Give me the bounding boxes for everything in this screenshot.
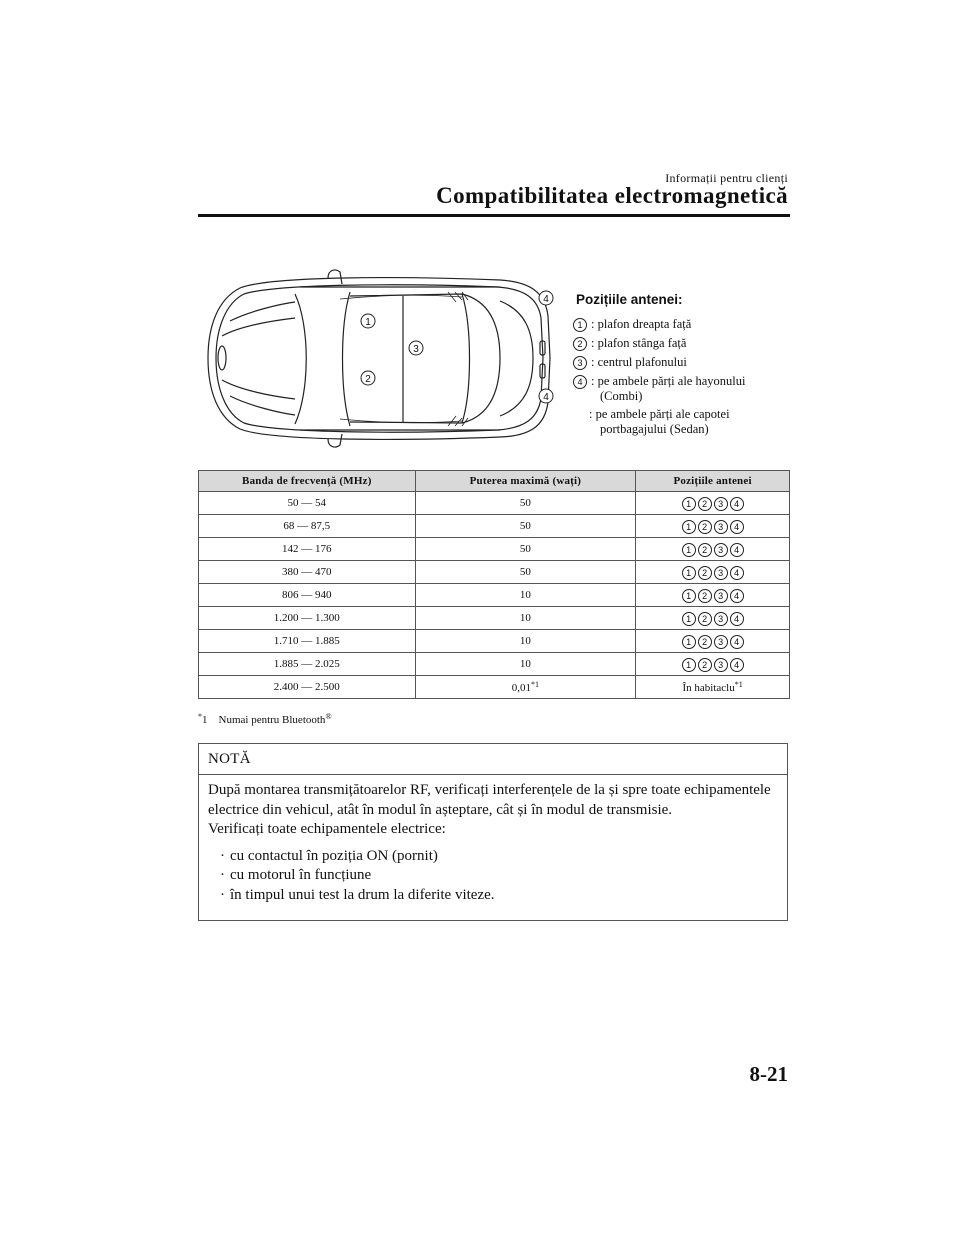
legend-item-4	[573, 374, 788, 389]
antenna-legend	[573, 292, 788, 437]
table-row	[199, 676, 790, 699]
header-divider	[198, 214, 790, 217]
page-title: Compatibilitatea electromagnetică	[436, 183, 788, 208]
table-row	[199, 492, 790, 515]
antenna-positions-cell	[636, 561, 790, 584]
position-text: În habitaclu	[682, 682, 735, 694]
frequency-band-cell: 380 ― 470	[199, 561, 416, 584]
antenna-positions-cell	[636, 607, 790, 630]
max-power-cell	[415, 676, 636, 699]
position-number: 1	[682, 612, 696, 626]
note-bullet	[220, 847, 778, 867]
note-paragraph: După montarea transmițătoarelor RF, verificați interferențele de la și spre toate echipamentele electrice din vehicul, atât în modul în așteptare, cât și în modul de transmisie.	[208, 782, 771, 818]
callout-3	[409, 341, 423, 355]
position-number: 3	[573, 356, 587, 370]
registered-mark: ®	[325, 712, 332, 721]
position-number: 4	[730, 658, 744, 672]
position-number: 1	[573, 318, 587, 332]
antenna-positions-cell	[636, 653, 790, 676]
bullet-dot: ·	[220, 886, 225, 903]
position-number: 2	[698, 543, 712, 557]
frequency-band-cell: 142 ― 176	[199, 538, 416, 561]
table-row	[199, 584, 790, 607]
frequency-band-cell: 806 ― 940	[199, 584, 416, 607]
bullet-text: cu contactul în poziția ON (pornit)	[230, 847, 438, 864]
table-row	[199, 607, 790, 630]
position-number: 4	[730, 612, 744, 626]
callout-1	[361, 314, 375, 328]
bullet-dot: ·	[220, 867, 225, 883]
note-heading: NOTĂ	[199, 744, 787, 775]
position-number: 4	[730, 543, 744, 557]
position-number: 1	[682, 497, 696, 511]
footnote-number: 1	[202, 714, 208, 726]
position-number: 4	[730, 520, 744, 534]
note-lead: Verificați toate echipamentele electrice:	[208, 821, 446, 837]
position-number: 3	[714, 543, 728, 557]
position-number: 1	[682, 635, 696, 649]
antenna-positions-cell	[636, 492, 790, 515]
legend-title: Pozițiile antenei:	[576, 292, 683, 307]
position-number: 3	[714, 658, 728, 672]
car-top-view-figure	[200, 266, 560, 451]
frequency-table	[198, 470, 790, 699]
svg-text:3: 3	[413, 344, 419, 355]
legend-extra-continued: portbagajului (Sedan)	[600, 422, 709, 436]
footnote-text: Numai pentru Bluetooth	[218, 714, 326, 726]
position-number: 2	[698, 612, 712, 626]
section-label: Informații pentru clienți	[665, 171, 788, 185]
frequency-band-cell: 2.400 ― 2.500	[199, 676, 416, 699]
position-number: 2	[698, 635, 712, 649]
legend-item-1	[573, 317, 788, 332]
note-bullet	[220, 866, 778, 886]
table-row	[199, 561, 790, 584]
callout-4-top	[539, 291, 553, 305]
note-box	[198, 743, 788, 921]
callout-2	[361, 371, 375, 385]
svg-text:4: 4	[543, 294, 549, 305]
position-number: 1	[682, 589, 696, 603]
legend-item-3	[573, 355, 788, 370]
frequency-band-cell: 68 ― 87,5	[199, 515, 416, 538]
svg-text:1: 1	[365, 317, 371, 328]
note-bullet	[220, 886, 778, 906]
footnote-ref: *1	[734, 680, 743, 689]
svg-text:2: 2	[365, 374, 371, 385]
position-number: 3	[714, 566, 728, 580]
legend-text: : pe ambele părți ale hayonului	[591, 374, 746, 388]
position-number: 1	[682, 543, 696, 557]
position-number: 3	[714, 589, 728, 603]
max-power-cell: 10	[415, 630, 636, 653]
legend-extra	[589, 407, 788, 437]
antenna-positions-cell	[636, 584, 790, 607]
max-power-cell: 50	[415, 515, 636, 538]
frequency-band-cell: 50 ― 54	[199, 492, 416, 515]
position-number: 4	[730, 589, 744, 603]
position-number: 2	[698, 520, 712, 534]
position-number: 4	[730, 497, 744, 511]
max-power-cell: 10	[415, 653, 636, 676]
antenna-positions-cell	[636, 630, 790, 653]
legend-extra-text: : pe ambele părți ale capotei	[589, 407, 730, 421]
max-power-cell: 50	[415, 492, 636, 515]
frequency-band-cell: 1.710 ― 1.885	[199, 630, 416, 653]
position-number: 3	[714, 520, 728, 534]
footnote-ref: *1	[531, 680, 540, 689]
position-number: 4	[573, 375, 587, 389]
table-row	[199, 630, 790, 653]
position-number: 2	[698, 658, 712, 672]
max-power-cell: 10	[415, 607, 636, 630]
max-power-cell: 50	[415, 538, 636, 561]
page-number: 8-21	[749, 1062, 788, 1086]
position-number: 1	[682, 566, 696, 580]
table-row	[199, 538, 790, 561]
svg-text:4: 4	[543, 392, 549, 403]
table-row	[199, 515, 790, 538]
position-number: 1	[682, 658, 696, 672]
position-number: 3	[714, 635, 728, 649]
table-row	[199, 653, 790, 676]
legend-text: : centrul plafonului	[591, 355, 687, 369]
position-number: 3	[714, 497, 728, 511]
position-number: 2	[698, 589, 712, 603]
footnote	[198, 712, 332, 726]
frequency-band-cell: 1.885 ― 2.025	[199, 653, 416, 676]
note-body	[199, 775, 787, 905]
max-power-cell: 10	[415, 584, 636, 607]
header-frequency-band: Banda de frecvență (MHz)	[199, 471, 416, 492]
power-value: 0,01	[511, 682, 532, 694]
position-number: 1	[682, 520, 696, 534]
position-number: 2	[573, 337, 587, 351]
position-number: 4	[730, 566, 744, 580]
position-number: 2	[698, 566, 712, 580]
position-number: 4	[730, 635, 744, 649]
legend-text: : plafon dreapta față	[591, 317, 692, 331]
antenna-positions-cell	[636, 676, 790, 699]
callout-4-bottom	[539, 389, 553, 403]
header-max-power: Puterea maximă (wați)	[415, 471, 636, 492]
position-number: 2	[698, 497, 712, 511]
antenna-positions-cell	[636, 515, 790, 538]
antenna-positions-cell	[636, 538, 790, 561]
max-power-cell: 50	[415, 561, 636, 584]
footnote-mark: *	[198, 712, 202, 721]
legend-text-continued: (Combi)	[600, 389, 643, 403]
frequency-band-cell: 1.200 ― 1.300	[199, 607, 416, 630]
bullet-text: cu motorul în funcțiune	[230, 867, 372, 883]
legend-text: : plafon stânga față	[591, 336, 687, 350]
table-header-row	[199, 471, 790, 492]
position-number: 3	[714, 612, 728, 626]
header-antenna-positions: Pozițiile antenei	[636, 471, 790, 492]
frequency-table-body	[199, 492, 790, 699]
legend-item-2	[573, 336, 788, 351]
bullet-text: în timpul unui test la drum la diferite viteze.	[230, 886, 495, 903]
bullet-dot: ·	[220, 847, 225, 864]
